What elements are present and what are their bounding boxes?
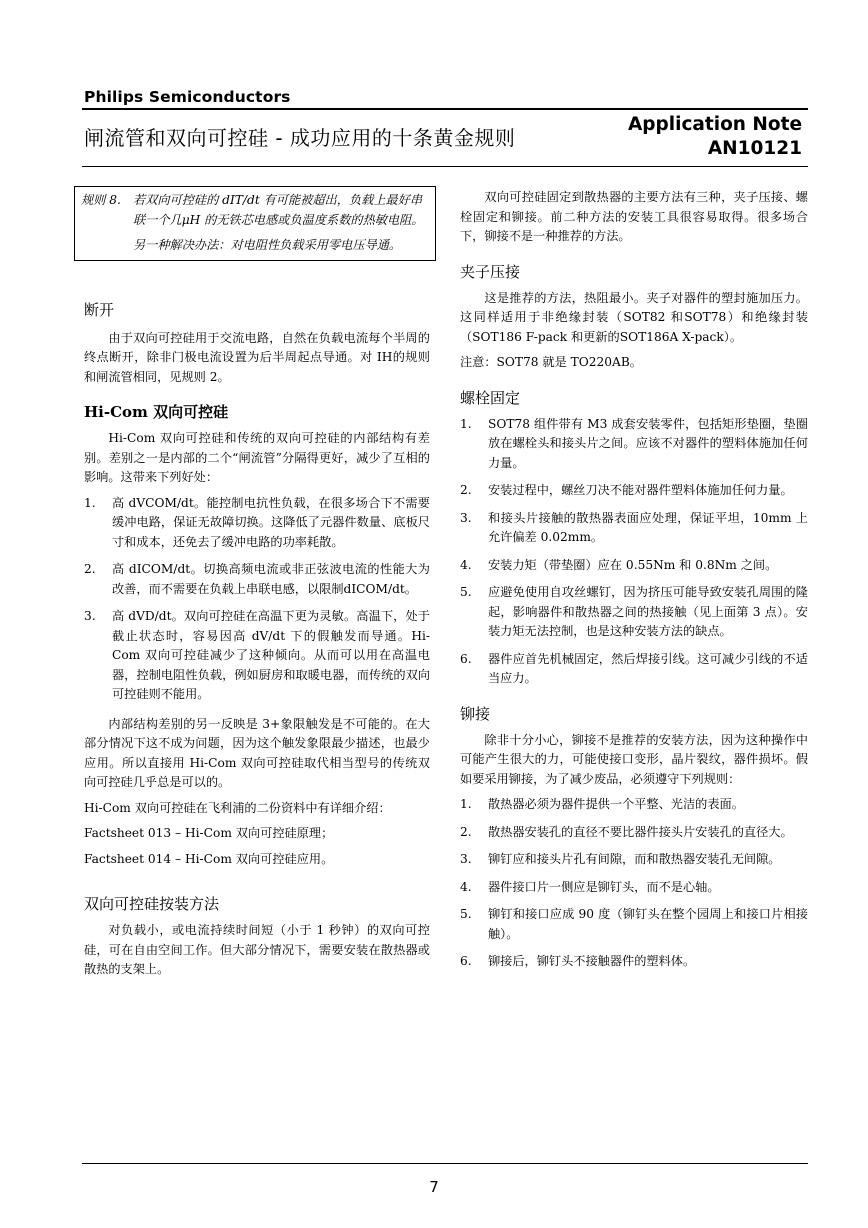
application-note-label <box>628 113 802 161</box>
section-heading-mounting: 双向可控硅按装方法 <box>84 895 220 913</box>
rule-8-box <box>74 186 436 261</box>
paragraph-rivet: 除非十分小心，铆接不是推荐的安装方法，因为这种操作中可能产生很大的力，可能使接口变形，晶片裂纹，器件损坏。假如要采用铆接，为了减少废品，必须遵守下列规则： <box>460 732 808 786</box>
factsheet-013: Factsheet 013 – Hi-Com 双向可控硅原理； <box>84 826 334 840</box>
header-divider <box>82 166 808 167</box>
list-item: 6. 器件应首先机械固定，然后焊接引线。这可减少引线的不适当应力。 <box>460 651 808 685</box>
left-column <box>81 188 430 980</box>
list-item: 2. 散热器安装孔的直径不要比器件接头片安装孔的直径大。 <box>460 824 793 839</box>
footer-rule <box>82 1163 808 1164</box>
rule-alternative: 另一种解决办法：对电阻性负载采用零电压导通。 <box>133 238 402 252</box>
list-item: 3. 高 dVD/dt。双向可控硅在高温下更为灵敏。高温下，处于截止状态时，容易因高 dV/dt 下的假触发而导通。Hi-Com 双向可控硅减少了这种倾向。从而可以用在高温电器，控制电阻性负载，例如厨房和取暖电器，而传统的双向可控硅则不能用。 <box>84 609 430 701</box>
list-item: 3. 铆钉应和接头片孔有间隙，而和散热器安装孔无间隙。 <box>460 852 781 866</box>
rule-text: 若双向可控硅的 dIT/dt 有可能被超出，负载上最好串联一个几μH 的无铁芯电感或负温度系数的热敏电阻。 <box>133 193 424 227</box>
right-column <box>460 188 808 980</box>
list-item: 6. 铆接后，铆钉头不接触器件的塑料体。 <box>460 954 696 968</box>
section-heading-bolt: 螺栓固定 <box>460 388 521 407</box>
list-item: 1. SOT78 组件带有 M3 成套安装零件，包括矩形垫圈，垫圈放在螺栓头和接头片之间。应该不对器件的塑料体施加任何力量。 <box>460 416 808 470</box>
section-heading-break: 断开 <box>84 300 115 319</box>
header-rule <box>82 108 808 110</box>
rule-label: 规则 8. <box>81 193 121 207</box>
list-item: 3. 和接头片接触的散热器表面应处理，保证平坦，10mm 上允许偏差 0.02mm。 <box>460 510 808 544</box>
doc-number: AN10121 <box>707 138 802 159</box>
list-item: 4. 安装力矩（带垫圈）应在 0.55Nm 和 0.8Nm 之间。 <box>460 557 778 572</box>
hicom-benefits-list <box>84 494 430 705</box>
paragraph-clip: 这是推荐的方法，热阻最小。夹子对器件的塑封施加压力。这同样适用于非绝缘封装（SOT82 和SOT78）和绝缘封装（SOT186 F-pack 和更新的SOT186A X-pack）。 <box>460 290 808 344</box>
rivet-rules-list <box>460 795 808 972</box>
list-item: 1. 散热器必须为器件提供一个平整、光洁的表面。 <box>460 797 744 811</box>
bolt-rules-list <box>460 415 808 689</box>
factsheet-014: Factsheet 014 – Hi-Com 双向可控硅应用。 <box>84 851 334 866</box>
list-item: 5. 应避免使用自攻丝螺钉，因为挤压可能导致安装孔周围的隆起，影响器件和散热器之间的热接触（见上面第 3 点）。安装力矩无法控制，也是这种安装方法的缺点。 <box>460 585 808 638</box>
company-name: Philips Semiconductors <box>84 88 291 106</box>
paragraph-quadrant: 内部结构差别的另一反映是 3+象限触发是不可能的。在大部分情况下这不成为问题，因为这个触发象限最少描述，也最少应用。所以直接用 Hi-Com 双向可控硅取代相当型号的传统双向可控硅几乎总是可以的。 <box>84 716 430 789</box>
list-item: 1. 高 dVCOM/dt。能控制电抗性负载，在很多场合下不需要缓冲电路，保证无故障切换。这降低了元器件数量、底板尺寸和成本，还免去了缓冲电路的功率耗散。 <box>84 495 430 549</box>
document-title: 闸流管和双向可控硅 - 成功应用的十条黄金规则 <box>84 126 516 150</box>
section-heading-clip: 夹子压接 <box>460 262 521 281</box>
page-number: 7 <box>429 1178 439 1196</box>
list-item: 2. 高 dICOM/dt。切换高频电流或非正弦波电流的性能大为改善，而不需要在负载上串联电感，以限制dICOM/dt。 <box>84 562 430 596</box>
paragraph-break: 由于双向可控硅用于交流电路，自然在负载电流每个半周的终点断开，除非门极电流设置为后半周起点导通。对 IH的规则和闸流管相同，见规则 2。 <box>84 330 430 384</box>
section-heading-hicom: Hi-Com 双向可控硅 <box>84 403 229 421</box>
section-heading-rivet: 铆接 <box>460 704 491 723</box>
paragraph-mounting: 对负载小，或电流持续时间短（小于 1 秒钟）的双向可控硅，可在自由空间工作。但大部分情况下，需要安装在散热器或散热的支架上。 <box>84 923 430 976</box>
note-sot78: 注意：SOT78 就是 TO220AB。 <box>460 355 642 369</box>
app-note-text: Application Note <box>627 114 802 135</box>
list-item: 5. 铆钉和接口应成 90 度（铆钉头在整个园周上和接口片相接触）。 <box>460 907 808 941</box>
paragraph-hicom-intro: Hi-Com 双向可控硅和传统的双向可控硅的内部结构有差别。差别之一是内部的二个“闸流管”分隔得更好，减少了互相的影响。这带来下列好处： <box>84 431 430 484</box>
list-item: 4. 器件接口片一侧应是铆钉头，而不是心轴。 <box>460 879 720 894</box>
list-item: 2. 安装过程中，螺丝刀决不能对器件塑料体施加任何力量。 <box>460 483 793 497</box>
paragraph-factsheets-intro: Hi-Com 双向可控硅在飞利浦的二份资料中有详细介绍： <box>84 800 391 815</box>
paragraph-mount-intro: 双向可控硅固定到散热器的主要方法有三种，夹子压接、螺栓固定和铆接。前二种方法的安装工具很容易取得。很多场合下，铆接不是一种推荐的方法。 <box>460 190 808 243</box>
